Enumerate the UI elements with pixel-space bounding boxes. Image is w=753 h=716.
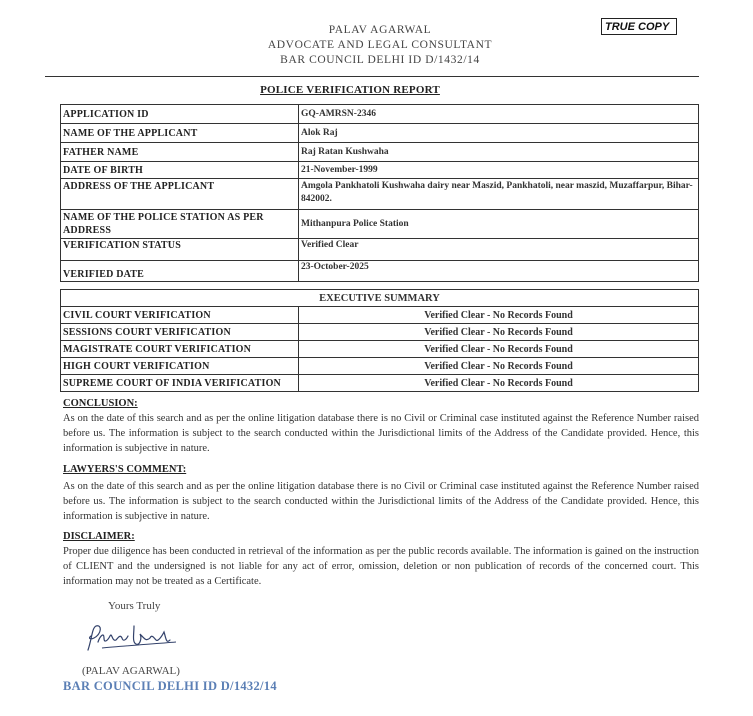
table-row: [61, 124, 699, 143]
disclaimer-text: Proper due diligence has been conducted in retrieval of the information as per the public records available. The information is gained on the instruction of CLIENT and the undersigned is not liable for any act of error, omission, deletion or non publication of records of the concerned court. This information may not be treated as a Certificate.: [63, 546, 699, 587]
table-row: [61, 162, 699, 179]
summary-label: SESSIONS COURT VERIFICATION: [61, 324, 299, 341]
detail-label: APPLICATION ID: [61, 105, 299, 124]
advocate-bar-id: BAR COUNCIL DELHI ID D/1432/14: [280, 54, 480, 66]
detail-label: NAME OF THE POLICE STATION AS PER ADDRESS: [61, 210, 299, 239]
summary-label: HIGH COURT VERIFICATION: [61, 358, 299, 375]
table-row: [61, 179, 699, 210]
detail-label: FATHER NAME: [61, 143, 299, 162]
table-row: [61, 307, 699, 324]
report-title: POLICE VERIFICATION REPORT: [260, 84, 440, 96]
detail-label: DATE OF BIRTH: [61, 162, 299, 179]
conclusion-heading: CONCLUSION:: [63, 398, 138, 409]
executive-summary-table: [60, 289, 699, 392]
summary-value: Verified Clear - No Records Found: [299, 375, 699, 392]
table-row: [61, 358, 699, 375]
detail-value: Amgola Pankhatoli Kushwaha dairy near Maszid, Pankhatoli, near maszid, Muzaffarpur, Bihar-842002.: [299, 179, 699, 210]
signatory-name: (PALAV AGARWAL): [82, 665, 180, 677]
summary-label: MAGISTRATE COURT VERIFICATION: [61, 341, 299, 358]
summary-label: CIVIL COURT VERIFICATION: [61, 307, 299, 324]
detail-value: Alok Raj: [299, 124, 699, 143]
closing-salutation: Yours Truly: [108, 600, 161, 612]
handwritten-signature-icon: [82, 620, 182, 656]
detail-label: ADDRESS OF THE APPLICANT: [61, 179, 299, 210]
table-row: [61, 290, 699, 307]
table-row: [61, 105, 699, 124]
table-row: [61, 261, 699, 282]
summary-value: Verified Clear - No Records Found: [299, 324, 699, 341]
lawyers-comment-heading: LAWYERS'S COMMENT:: [63, 464, 187, 475]
detail-label: VERIFICATION STATUS: [61, 239, 299, 261]
true-copy-stamp: TRUE COPY: [601, 18, 677, 35]
table-row: [61, 239, 699, 261]
conclusion-text: As on the date of this search and as per the online litigation database there is no Civil or Criminal case instituted against the Reference Number raised before us. The information is subject to the search conducted within the Jurisdictional limits of the Address of the Candidate provided. Hence, this information is subjective in nature.: [63, 413, 699, 454]
summary-label: SUPREME COURT OF INDIA VERIFICATION: [61, 375, 299, 392]
detail-value: 23-October-2025: [299, 261, 699, 282]
signatory-bar-id: BAR COUNCIL DELHI ID D/1432/14: [63, 679, 277, 693]
detail-value: 21-November-1999: [299, 162, 699, 179]
detail-value: Raj Ratan Kushwaha: [299, 143, 699, 162]
detail-value: Verified Clear: [299, 239, 699, 261]
summary-title: EXECUTIVE SUMMARY: [61, 290, 699, 307]
detail-value: GQ-AMRSN-2346: [299, 105, 699, 124]
summary-value: Verified Clear - No Records Found: [299, 341, 699, 358]
summary-value: Verified Clear - No Records Found: [299, 307, 699, 324]
detail-value: Mithanpura Police Station: [299, 210, 699, 239]
table-row: [61, 341, 699, 358]
detail-label: NAME OF THE APPLICANT: [61, 124, 299, 143]
lawyers-comment-text: As on the date of this search and as per the online litigation database there is no Civil or Criminal case instituted against the Reference Number raised before us. The information is subject to the search conducted within the Jurisdictional limits of the Address of the Candidate provided. Hence, this information is subjective in nature.: [63, 481, 699, 522]
table-row: [61, 375, 699, 392]
table-row: [61, 324, 699, 341]
detail-label: VERIFIED DATE: [61, 261, 299, 282]
details-table: [60, 104, 699, 282]
disclaimer-heading: DISCLAIMER:: [63, 531, 135, 542]
table-row: [61, 210, 699, 239]
advocate-name: PALAV AGARWAL: [328, 24, 432, 36]
advocate-designation: ADVOCATE AND LEGAL CONSULTANT: [267, 39, 493, 51]
table-row: [61, 143, 699, 162]
summary-value: Verified Clear - No Records Found: [299, 358, 699, 375]
header-divider: [45, 76, 699, 77]
